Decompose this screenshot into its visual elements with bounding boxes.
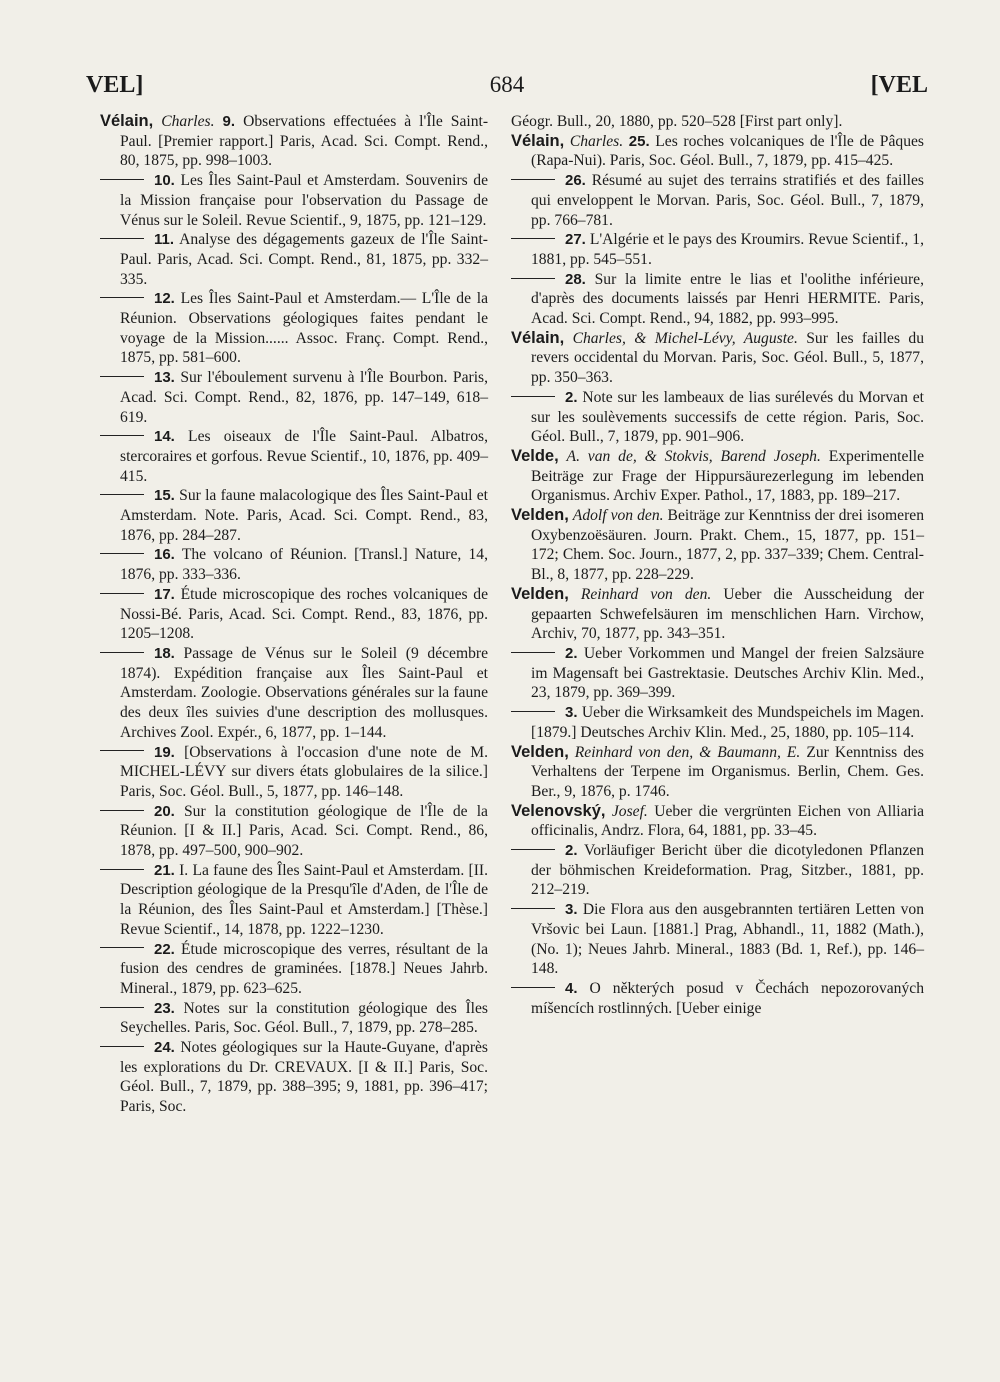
entry-number: 20. [154, 802, 175, 820]
author-entry [511, 802, 924, 841]
entry-text: Sur la faune malacologique des Îles Saint-Paul et Amsterdam. Note. Paris, Acad. Sci. Compt. Rend., 83, 1876, pp. 284–287. [120, 487, 488, 544]
entry-text: Sur la constitution géologique de l'Île de la Réunion. [I & II.] Paris, Acad. Sci. Compt. Rend., 86, 1878, pp. 497–500, 900–902. [120, 802, 488, 860]
entry-text: Notes géologiques sur la Haute-Guyane, d'après les explorations du Dr. CREVAUX. [I & II.] Paris, Soc. Géol. Bull., 7, 1879, pp. 388–395; 9, 1881, pp. 396–417; Paris, Soc. [120, 1039, 488, 1116]
entry-text: O některých posud v Čechách nepozorovaných míšencích rostlinných. [Ueber einige [531, 979, 924, 1017]
ditto-dash [100, 1046, 144, 1047]
entry-text: Notes sur la constitution géologique des Îles Seychelles. Paris, Soc. Géol. Bull., 7, 1879, pp. 278–285. [120, 999, 488, 1037]
entry-number: 27. [565, 231, 586, 249]
ditto-dash [100, 435, 144, 436]
entry-text: Note sur les lambeaux de lias surélevés du Morvan et sur les soulèvements successifs de cette région. Paris, Soc. Géol. Bull., 7, 1879, pp. 901–906. [531, 388, 924, 446]
ditto-dash [511, 908, 555, 909]
entry-number: 12. [154, 290, 175, 308]
sub-entry [100, 230, 488, 289]
entry-number: 4. [565, 979, 578, 997]
entry-text: Les Îles Saint-Paul et Amsterdam. Souvenirs de la Mission française pour l'observation du Passage de Vénus sur le Soleil. Revue Scientif., 9, 1875, pp. 121–129. [120, 172, 488, 229]
continued-entry [511, 112, 924, 132]
entry-number: 24. [154, 1039, 175, 1057]
author-given: Charles, & Michel-Lévy, Auguste. [572, 329, 798, 347]
entry-text: The volcano of Réunion. [Transl.] Nature, 14, 1876, pp. 333–336. [120, 546, 488, 584]
author-name: Vélain, [511, 131, 565, 150]
entry-number: 15. [154, 487, 175, 505]
sub-entry [100, 940, 488, 999]
author-given: Charles. [161, 113, 215, 130]
sub-entry [511, 841, 924, 900]
sub-entry [511, 171, 924, 230]
entry-number: 23. [154, 999, 175, 1017]
sub-entry [100, 368, 488, 427]
sub-entry [100, 644, 488, 743]
entry-text: Passage de Vénus sur le Soleil (9 décembre 1874). Expédition française aux Îles Saint-Paul et Amsterdam. Zoologie. Observations générales sur la faune des deux îles suivies d'une description des mollusques. Archives Zool. Expér., 6, 1877, pp. 1–144. [120, 644, 488, 741]
sub-entry [100, 743, 488, 802]
entry-text: Ueber die Wirksamkeit des Mundspeichels im Magen. [1879.] Deutsches Archiv Klin. Med., 25, 1880, pp. 105–114. [531, 704, 924, 741]
entry-number: 13. [154, 369, 175, 387]
author-entry [511, 743, 924, 802]
entry-text: Vorläufiger Bericht über die dicotyledonen Pflanzen der böhmischen Kreideformation. Prag, Sitzber., 1881, pp. 212–219. [531, 842, 924, 899]
sub-entry [100, 1038, 488, 1117]
entry-number: 11. [154, 231, 175, 249]
ditto-dash [511, 849, 555, 850]
ditto-dash [100, 179, 144, 180]
sub-entry [100, 545, 488, 584]
ditto-dash [100, 1007, 144, 1008]
author-entry [511, 585, 924, 644]
entry-text: Les Îles Saint-Paul et Amsterdam.— L'Île de la Réunion. Observations géologiques faites pendant le voyage de la Mission...... Assoc. Franç. Compt. Rend., 1875, pp. 581–600. [120, 290, 488, 367]
sub-entry [511, 644, 924, 703]
entry-number: 2. [565, 388, 578, 406]
ditto-dash [100, 810, 144, 811]
author-name: Velde, [511, 446, 559, 465]
sub-entry [100, 289, 488, 368]
ditto-dash [100, 494, 144, 495]
entry-number: 9. [222, 113, 236, 130]
sub-entry [100, 427, 488, 486]
author-given: A. van de, & Stokvis, Barend Joseph. [566, 447, 821, 465]
ditto-dash [100, 750, 144, 751]
author-entry [511, 329, 924, 388]
entry-text: Sur la limite entre le lias et l'oolithe inférieure, d'après des documents laissés par Henri HERMITE. Paris, Acad. Sci. Compt. Rend., 94, 1882, pp. 993–995. [531, 270, 924, 328]
sub-entry [511, 270, 924, 329]
entry-text: Beiträge zur Kenntniss der drei isomeren Oxybenzoësäuren. Journ. Prakt. Chem., 15, 1877, pp. 151–172; Chem. Soc. Journ., 1877, 2, pp. 337–339; Chem. Central-Bl., 8, 1877, pp. 228–229. [531, 507, 924, 584]
sub-entry [100, 802, 488, 861]
author-entry [100, 112, 488, 171]
sub-entry [511, 979, 924, 1018]
entry-text: L'Algérie et le pays des Kroumirs. Revue Scientif., 1, 1881, pp. 545–551. [531, 231, 924, 268]
entry-text: Étude microscopique des verres, résultant de la fusion des cendres de graminées. [1878.] Neues Jahrb. Mineral., 1879, pp. 623–625. [120, 940, 488, 997]
entry-text: Sur l'éboulement survenu à l'Île Bourbon. Paris, Acad. Sci. Compt. Rend., 82, 1876, pp. 147–149, 618–619. [120, 369, 488, 426]
author-name: Vélain, [511, 328, 565, 347]
author-given: Reinhard von den. [580, 585, 712, 603]
entry-text: [Observations à l'occasion d'une note de M. MICHEL-LÉVY sur divers états globulaires de la silice.] Paris, Soc. Géol. Bull., 5, 1877, pp. 146–148. [120, 743, 488, 800]
ditto-dash [100, 652, 144, 653]
author-name: Velden, [511, 506, 569, 525]
entry-text: Observations effectuées à l'Île Saint-Paul. [Premier rapport.] Paris, Acad. Sci. Compt. Rend., 80, 1875, pp. 998–1003. [120, 113, 489, 170]
author-entry [511, 132, 924, 171]
ditto-dash [511, 652, 555, 653]
entry-text: Ueber Vorkommen und Mangel der freien Salzsäure im Magensaft bei Gastrektasie. Deutsches Archiv Klin. Med., 23, 1879, pp. 369–399. [531, 644, 924, 702]
ditto-dash [100, 376, 144, 377]
entry-number: 19. [154, 743, 175, 761]
entry-text: Experimentelle Beiträge zur Frage der Hippursäurezerlegung im lebenden Organismus. Archiv Exper. Pathol., 17, 1883, pp. 189–217. [531, 447, 924, 505]
author-given: Adolf von den. [572, 507, 664, 525]
page-number: 684 [489, 72, 525, 97]
entry-number: 2. [565, 842, 578, 860]
ditto-dash [511, 238, 555, 239]
entry-number: 3. [565, 704, 578, 722]
author-name: Velden, [511, 584, 569, 603]
author-given: Josef. [611, 802, 648, 820]
entry-number: 26. [565, 172, 586, 190]
entry-number: 16. [154, 546, 175, 564]
ditto-dash [100, 553, 144, 554]
sub-entry [100, 861, 488, 940]
entry-text: Géogr. Bull., 20, 1880, pp. 520–528 [First part only]. [511, 113, 843, 130]
ditto-dash [511, 396, 555, 397]
entry-text: Les oiseaux de l'Île Saint-Paul. Albatros, stercoraires et gorfous. Revue Scientif., 10, 1876, pp. 409–415. [120, 428, 488, 485]
sub-entry [100, 585, 488, 644]
entry-text: Ueber die vergrünten Eichen von Alliaria officinalis, Andrz. Flora, 64, 1881, pp. 33–45. [531, 802, 924, 840]
right-column [511, 112, 924, 1018]
entry-text: Die Flora aus den ausgebrannten tertiären Letten von Vršovic bei Laun. [1881.] Prag, Abhandl., 11, 1882 (Math.), (No. 1); Neues Jahrb. Mineral., 1883 (Bd. 1, Ref.), pp. 146–148. [531, 901, 925, 978]
ditto-dash [511, 987, 555, 988]
ditto-dash [100, 947, 144, 948]
sub-entry [511, 388, 924, 447]
author-name: Velenovský, [511, 801, 606, 820]
header-left-guide: VEL] [86, 72, 144, 98]
author-name: Vélain, [100, 112, 154, 130]
entry-text: Sur les failles du revers occidental du Morvan. Paris, Soc. Géol. Bull., 5, 1877, pp. 350–363. [531, 329, 924, 387]
entry-text: I. La faune des Îles Saint-Paul et Amsterdam. [II. Description géologique de la Presqu'île d'Aden, de l'Île de la Réunion, des Îles Saint-Paul et Amsterdam.] [Thèse.] Revue Scientif., 14, 1878, pp. 1222–1230. [120, 861, 488, 938]
entry-number: 17. [154, 585, 175, 603]
author-entry [511, 447, 924, 506]
author-given: Reinhard von den, & Baumann, E. [574, 743, 801, 761]
sub-entry [511, 703, 924, 742]
page-header [86, 72, 928, 106]
ditto-dash [100, 593, 144, 594]
entry-text: Les roches volcaniques de l'Île de Pâques (Rapa-Nui). Paris, Soc. Géol. Bull., 7, 1879, pp. 415–425. [531, 132, 924, 170]
ditto-dash [511, 179, 555, 180]
entry-text: Étude microscopique des roches volcaniques de Nossi-Bé. Paris, Acad. Sci. Compt. Rend., 83, 1876, pp. 1205–1208. [120, 585, 488, 643]
sub-entry [100, 999, 488, 1038]
sub-entry [511, 230, 924, 269]
left-column [100, 112, 488, 1117]
entry-number: 18. [154, 644, 175, 662]
entry-number: 28. [565, 270, 586, 288]
ditto-dash [511, 278, 555, 279]
ditto-dash [100, 238, 144, 239]
entry-number: 25. [628, 132, 650, 150]
entry-text: Ueber die Ausscheidung der gepaarten Schwefelsäuren im menschlichen Harn. Virchow, Archiv, 70, 1877, pp. 343–351. [531, 585, 925, 643]
entry-number: 14. [154, 428, 175, 446]
entry-number: 3. [565, 901, 578, 919]
author-name: Velden, [511, 742, 569, 761]
entry-number: 10. [154, 172, 175, 190]
author-given: Charles. [569, 132, 624, 150]
entry-text: Analyse des dégagements gazeux de l'Île Saint-Paul. Paris, Acad. Sci. Compt. Rend., 81, 1875, pp. 332–335. [120, 231, 488, 288]
header-right-guide: [VEL [870, 72, 928, 98]
ditto-dash [511, 711, 555, 712]
entry-number: 2. [565, 644, 578, 662]
entry-text: Zur Kenntniss des Verhaltens der Terpene im Organismus. Berlin, Chem. Ges. Ber., 9, 1876, p. 1746. [531, 743, 924, 800]
ditto-dash [100, 297, 144, 298]
sub-entry [100, 486, 488, 545]
entry-number: 21. [154, 861, 175, 879]
sub-entry [100, 171, 488, 230]
entry-text: Résumé au sujet des terrains stratifiés et des failles qui enveloppent le Morvan. Paris, Soc. Géol. Bull., 7, 1879, pp. 766–781. [531, 172, 924, 229]
author-entry [511, 506, 924, 585]
sub-entry [511, 900, 924, 979]
entry-number: 22. [154, 940, 175, 958]
ditto-dash [100, 869, 144, 870]
